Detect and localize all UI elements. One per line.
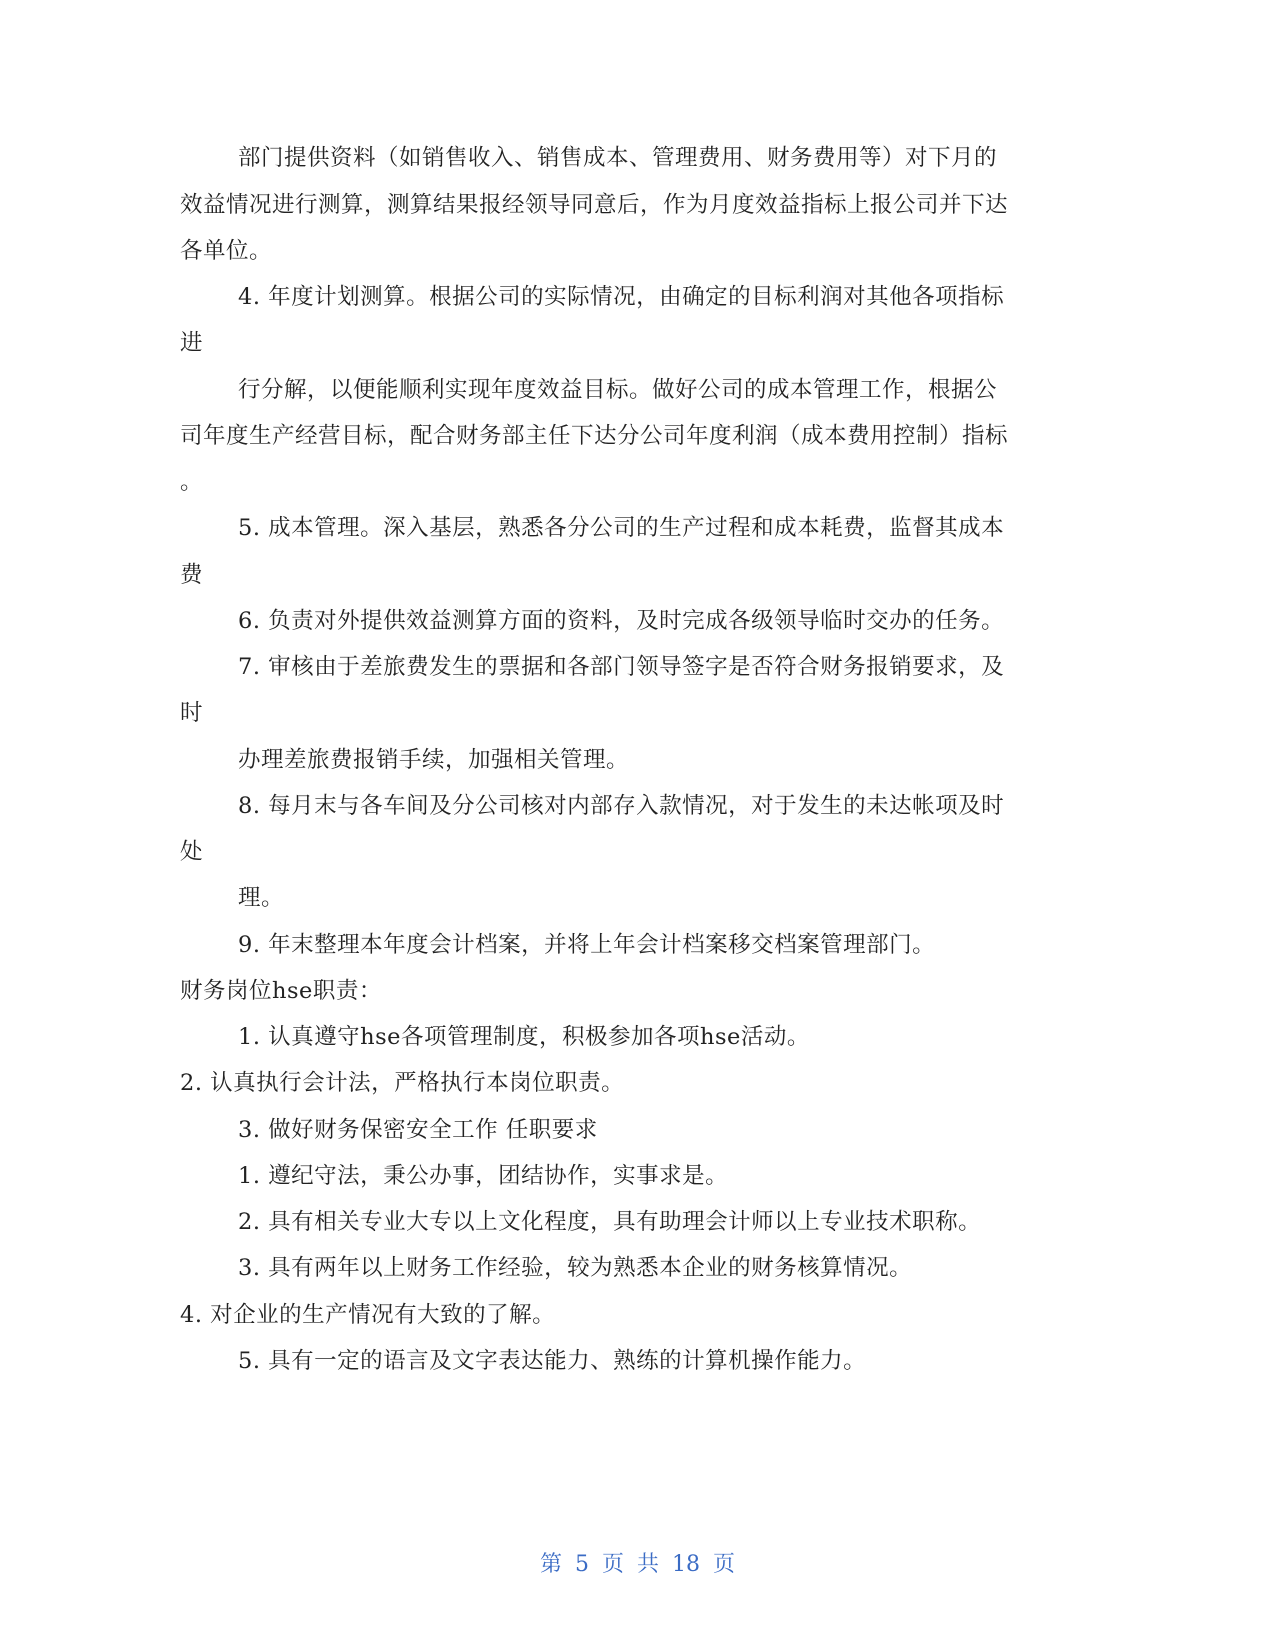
text-line: 1. 遵纪守法，秉公办事，团结协作，实事求是。 [238,1163,729,1189]
text-line: 。 [180,469,204,495]
text-line: 费 [180,562,204,588]
text-line: 5. 成本管理。深入基层，熟悉各分公司的生产过程和成本耗费，监督其成本 [238,515,1005,541]
text-line: 4. 年度计划测算。根据公司的实际情况，由确定的目标利润对其他各项指标 [238,284,1005,310]
text-line: 效益情况进行测算，测算结果报经领导同意后，作为月度效益指标上报公司并下达 [180,192,1009,218]
text-line: 3. 做好财务保密安全工作 任职要求 [238,1117,598,1143]
text-line: 7. 审核由于差旅费发生的票据和各部门领导签字是否符合财务报销要求，及 [238,654,1005,680]
text-line: 处 [180,839,204,865]
text-line: 8. 每月末与各车间及分公司核对内部存入款情况，对于发生的未达帐项及时 [238,793,1005,819]
text-line: 9. 年末整理本年度会计档案，并将上年会计档案移交档案管理部门。 [238,932,936,958]
text-line: 3. 具有两年以上财务工作经验，较为熟悉本企业的财务核算情况。 [238,1255,913,1281]
text-line: 进 [180,330,204,356]
text-line: 2. 具有相关专业大专以上文化程度，具有助理会计师以上专业技术职称。 [238,1209,982,1235]
text-line: 6. 负责对外提供效益测算方面的资料，及时完成各级领导临时交办的任务。 [238,608,1005,634]
page-number-footer: 第 5 页 共 18 页 [540,1552,735,1577]
text-line: 行分解，以便能顺利实现年度效益目标。做好公司的成本管理工作，根据公 [238,377,998,403]
section-heading: 财务岗位hse职责： [180,978,382,1004]
text-line: 办理差旅费报销手续，加强相关管理。 [238,747,630,773]
text-line: 5. 具有一定的语言及文字表达能力、熟练的计算机操作能力。 [238,1348,867,1374]
text-line: 时 [180,700,204,726]
text-line: 4. 对企业的生产情况有大致的了解。 [180,1302,556,1328]
text-line: 2. 认真执行会计法，严格执行本岗位职责。 [180,1070,625,1096]
text-line: 部门提供资料（如销售收入、销售成本、管理费用、财务费用等）对下月的 [238,145,998,171]
text-line: 各单位。 [180,238,273,264]
text-line: 理。 [238,885,285,911]
text-line: 司年度生产经营目标，配合财务部主任下达分公司年度利润（成本费用控制）指标 [180,423,1009,449]
text-line: 1. 认真遵守hse各项管理制度，积极参加各项hse活动。 [238,1024,810,1050]
